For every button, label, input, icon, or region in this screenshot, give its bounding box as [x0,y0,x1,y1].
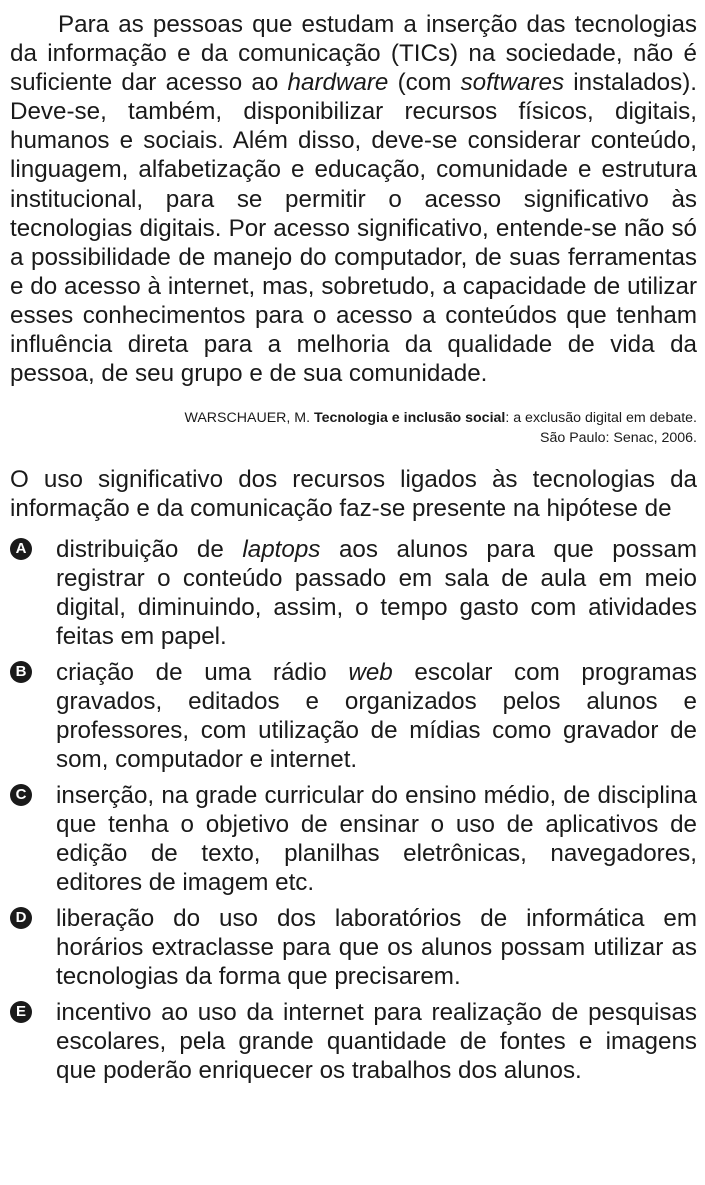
option-a[interactable] [10,535,697,651]
passage-part-2: (com [388,69,461,97]
citation [10,408,697,448]
option-b-text-pre: criação de uma rádio [56,659,349,687]
option-d-letter-badge: D [10,907,32,929]
passage-text [10,10,697,388]
option-b-text-post: escolar com programas gravados, editados e organizados pelos alunos e professores, com utilização de mídias como gravador de som, computador e internet. [56,659,698,774]
citation-author: WARSCHAUER, M. [184,410,315,427]
citation-line-1 [10,408,697,428]
option-b[interactable] [10,658,697,774]
option-e[interactable] [10,998,697,1085]
passage-part-1: Para as pessoas que estudam a inserção das tecnologias da informação e da comunicação (TICs) na sociedade, não é suficiente dar acesso ao [10,11,697,97]
option-d[interactable] [10,904,697,991]
passage-part-3: instalados). Deve-se, também, disponibilizar recursos físicos, digitais, humanos e sociais. Além disso, deve-se considerar conteúdo, linguagem, alfabetização e educação, comunidade e estrutura institucional, para se permitir o acesso significativo às tecnologias digitais. Por acesso significativo, entende-se não só a possibilidade de manejo do computador, de suas ferramentas e do acesso à internet, mas, sobretudo, a capacidade de utilizar esses conhecimentos para o acesso a conteúdos que tenham influência direta para a melhoria da qualidade de vida da pessoa, de seu grupo e de sua comunidade. [10,69,697,388]
passage-term-hardware: hardware [287,69,389,97]
citation-publisher: São Paulo: Senac, 2006. [540,430,697,447]
question-stem: O uso significativo dos recursos ligados às tecnologias da informação e da comunicação faz-se presente na hipótese de [10,466,697,523]
passage-term-softwares: softwares [460,69,565,97]
option-c-text: inserção, na grade curricular do ensino médio, de disciplina que tenha o objetivo de ensinar o uso de aplicativos de edição de texto, planilhas eletrônicas, navegadores, editores de imagem etc. [56,782,697,897]
option-e-text: incentivo ao uso da internet para realização de pesquisas escolares, pela grande quantidade de fontes e imagens que poderão enriquecer os trabalhos dos alunos. [56,999,697,1085]
option-c-letter-badge: C [10,784,32,806]
option-a-text-post: aos alunos para que possam registrar o conteúdo passado em sala de aula em meio digital, diminuindo, assim, o tempo gasto com atividades feitas em papel. [56,536,698,651]
option-e-letter-badge: E [10,1001,32,1023]
option-a-text-pre: distribuição de [56,536,243,564]
option-b-letter-badge: B [10,661,32,683]
option-d-text: liberação do uso dos laboratórios de informática em horários extraclasse para que os alunos possam utilizar as tecnologias da forma que precisarem. [56,905,697,991]
option-c[interactable] [10,781,697,897]
citation-subtitle: : a exclusão digital em debate. [505,410,697,427]
option-a-term: laptops [242,536,321,564]
citation-title: Tecnologia e inclusão social [314,410,506,427]
option-a-letter-badge: A [10,538,32,560]
option-b-term: web [348,659,393,687]
answer-options [10,535,697,1085]
